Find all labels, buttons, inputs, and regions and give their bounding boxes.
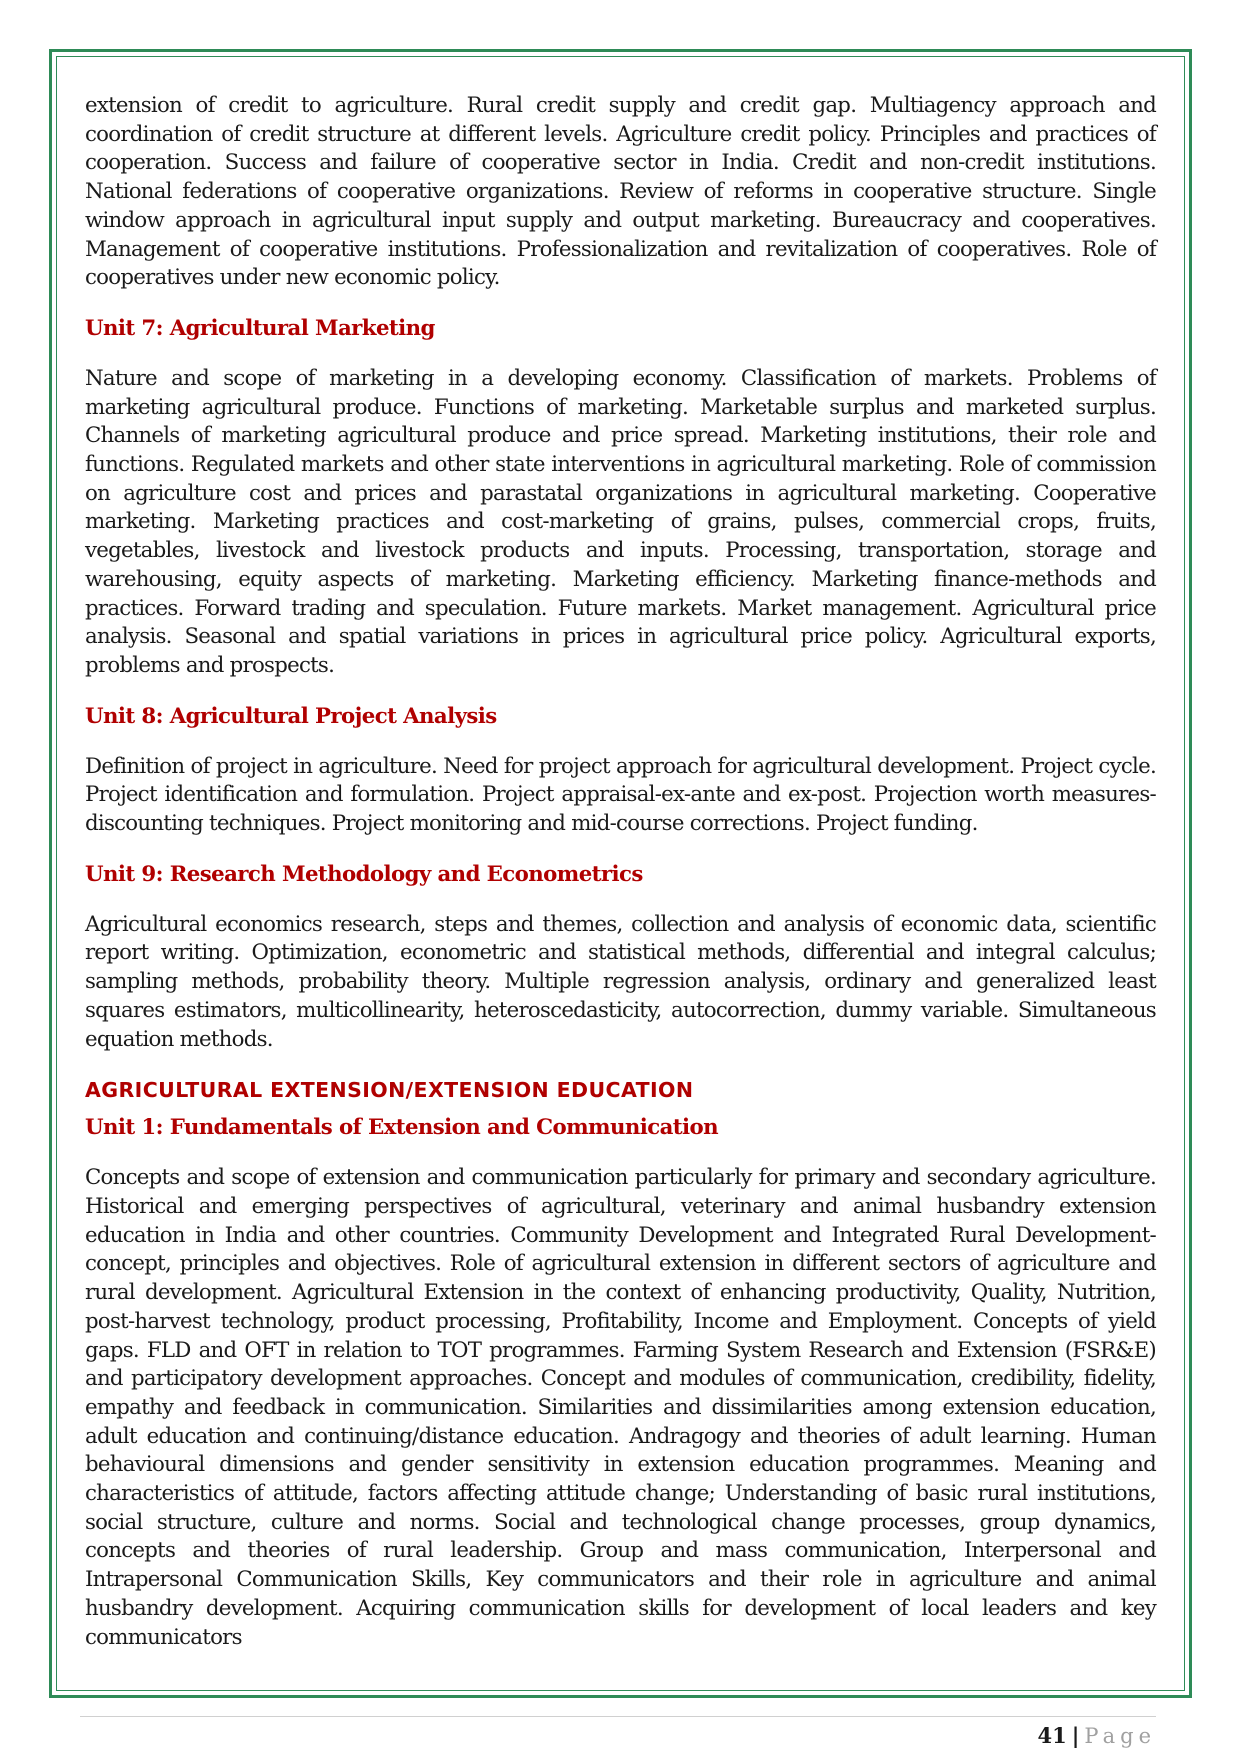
page-label: Page — [1084, 1724, 1156, 1748]
heading-unit-7: Unit 7: Agricultural Marketing — [85, 315, 435, 341]
paragraph-unit-8: Definition of project in agriculture. Need for project approach for agricultural development. Project cycle. Project identification and formulation. Project appraisal-ex-ante and ex-post. Projection worth measures-discounting techniques. Project monitoring and mid-course corrections. Project funding. — [85, 753, 1156, 837]
heading-unit-9: Unit 9: Research Methodology and Econometrics — [85, 861, 643, 887]
footer-separator: | — [1071, 1723, 1080, 1748]
paragraph-unit-1: Concepts and scope of extension and communication particularly for primary and secondary agriculture. Historical and emerging perspectives of agricultural, veterinary and animal husbandry extension education in India and other countries. Community Development and Integrated Rural Development-concept, principles and objectives. Role of agricultural extension in different sectors of agriculture and rural development. Agricultural Extension in the context of enhancing productivity, Quality, Nutrition, post-harvest technology, product processing, Profitability, Income and Employment. Concepts of yield gaps. FLD and OFT in relation to TOT programmes. Farming System Research and Extension (FSR&E) and participatory development approaches. Concept and modules of communication, credibility, fidelity, empathy and feedback in communication. Similarities and dissimilarities among extension education, adult education and continuing/distance education. Andragogy and theories of adult learning. Human behavioural dimensions and gender sensitivity in extension education programmes. Meaning and characteristics of attitude, factors affecting attitude change; Understanding of basic rural institutions, social structure, culture and norms. Social and technological change processes, group dynamics, concepts and theories of rural leadership. Group and mass communication, Interpersonal and Intrapersonal Communication Skills, Key communicators and their role in agriculture and animal husbandry development. Acquiring communication skills for development of local leaders and key communicators — [85, 1165, 1156, 1650]
footer-divider — [80, 1716, 1156, 1717]
paragraph-credit-cooperation: extension of credit to agriculture. Rural credit supply and credit gap. Multiagency approach and coordination of credit structure at different levels. Agriculture credit policy. Principles and practices of cooperation. Success and failure of cooperative sector in India. Credit and non-credit institutions. National federations of cooperative organizations. Review of reforms in cooperative structure. Single window approach in agricultural input supply and output marketing. Bureaucracy and cooperatives. Management of cooperative institutions. Professionalization and revitalization of cooperatives. Role of cooperatives under new economic policy. — [85, 93, 1156, 291]
section-heading-extension: AGRICULTURAL EXTENSION/EXTENSION EDUCATION — [85, 1078, 694, 1103]
page-footer — [1038, 1722, 1156, 1750]
heading-unit-8: Unit 8: Agricultural Project Analysis — [85, 703, 497, 729]
heading-unit-1: Unit 1: Fundamentals of Extension and Communication — [85, 1115, 719, 1141]
paragraph-unit-7: Nature and scope of marketing in a developing economy. Classification of markets. Problems of marketing agricultural produce. Functions of marketing. Marketable surplus and marketed surplus. Channels of marketing agricultural produce and price spread. Marketing institutions, their role and functions. Regulated markets and other state interventions in agricultural marketing. Role of commission on agriculture cost and prices and parastatal organizations in agricultural marketing. Cooperative marketing. Marketing practices and cost-marketing of grains, pulses, commercial crops, fruits, vegetables, livestock and livestock products and inputs. Processing, transportation, storage and warehousing, equity aspects of marketing. Marketing efficiency. Marketing finance-methods and practices. Forward trading and speculation. Future markets. Market management. Agricultural price analysis. Seasonal and spatial variations in prices in agricultural price policy. Agricultural exports, problems and prospects. — [85, 365, 1156, 678]
paragraph-unit-9: Agricultural economics research, steps and themes, collection and analysis of economic data, scientific report writing. Optimization, econometric and statistical methods, differential and integral calculus; sampling methods, probability theory. Multiple regression analysis, ordinary and generalized least squares estimators, multicollinearity, heteroscedasticity, autocorrection, dummy variable. Simultaneous equation methods. — [85, 911, 1156, 1052]
page-content — [85, 92, 1156, 1674]
page-number: 41 — [1037, 1723, 1067, 1748]
